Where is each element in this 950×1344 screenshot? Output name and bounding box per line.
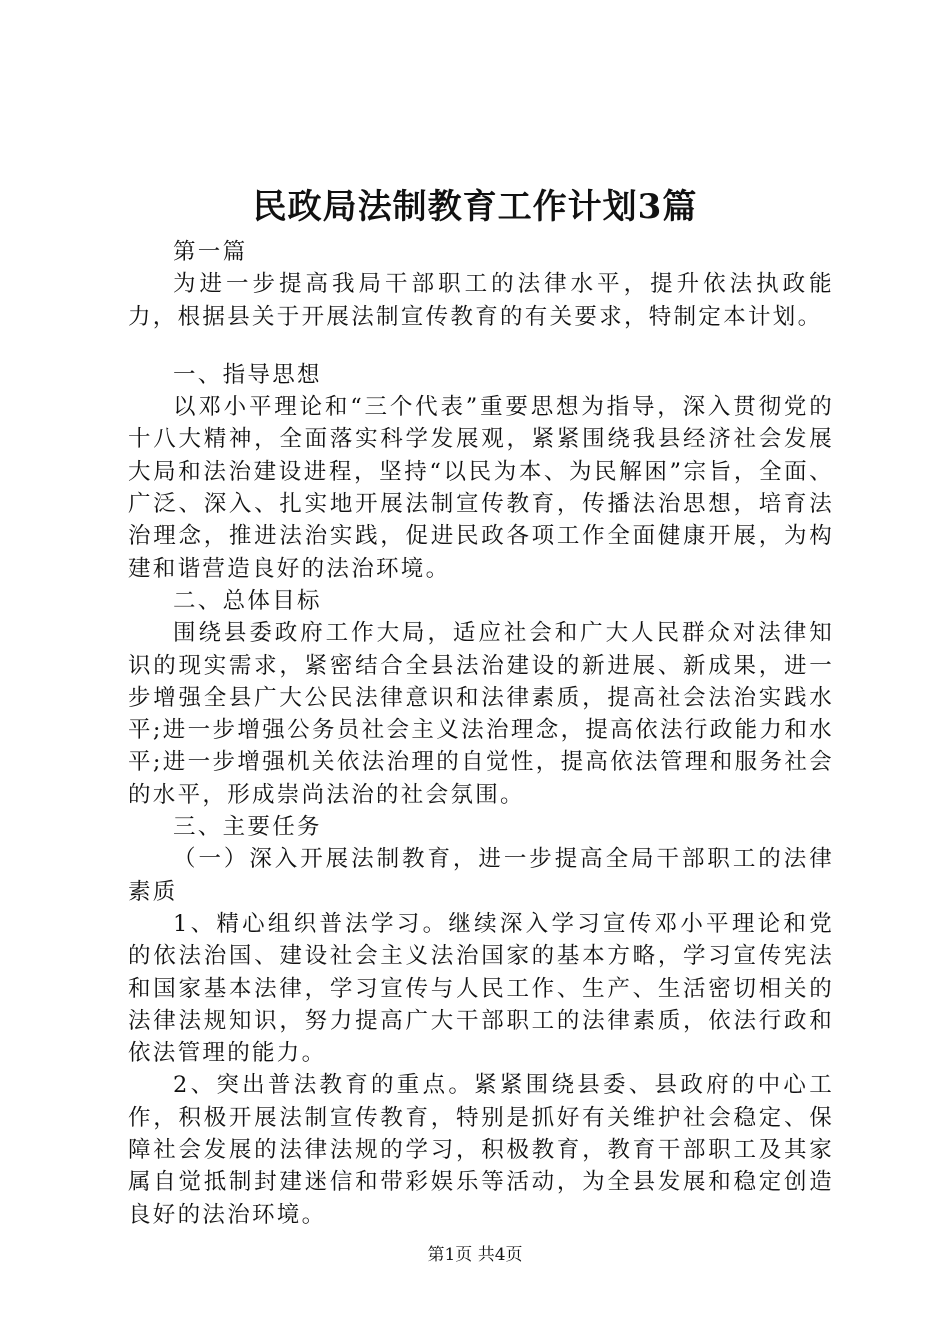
subsection-heading-legal-education: （一）深入开展法制教育，进一步提高全局干部职工的法律素质 <box>128 846 834 905</box>
page-number-footer: 第1页 共4页 <box>427 1245 523 1265</box>
section-heading-part-one: 第一篇 <box>173 239 248 265</box>
document-title: 民政局法制教育工作计划3篇 <box>252 187 698 227</box>
intro-paragraph: 为进一步提高我局干部职工的法律水平，提升依法执政能力，根据县关于开展法制宣传教育的有关要求，特制定本计划。 <box>128 271 834 330</box>
section-heading-guiding-ideology: 一、指导思想 <box>173 361 322 388</box>
section-heading-overall-goals: 二、总体目标 <box>173 587 322 614</box>
overall-goals-paragraph: 围绕县委政府工作大局，适应社会和广大人民群众对法律知识的现实需求，紧密结合全县法治建设的新进展、新成果，进一步增强全县广大公民法律意识和法律素质，提高社会法治实践水平;进一步增强公务员社会主义法治理念，提高依法行政能力和水平;进一步增强机关依法治理的自觉性，提高依法管理和服务社会的水平，形成崇尚法治的社会氛围。 <box>128 620 834 808</box>
guiding-ideology-paragraph: 以邓小平理论和“三个代表”重要思想为指导，深入贯彻党的十八大精神，全面落实科学发展观，紧紧围绕我县经济社会发展大局和法治建设进程，坚持“以民为本、为民解困”宗旨，全面、广泛、深入、扎实地开展法制宣传教育，传播法治思想，培育法治理念，推进法治实践，促进民政各项工作全面健康开展，为构建和谐营造良好的法治环境。 <box>128 394 834 582</box>
document-body <box>128 236 834 1231</box>
section-heading-main-tasks: 三、主要任务 <box>173 814 322 841</box>
task-item-1-paragraph: 1、精心组织普法学习。继续深入学习宣传邓小平理论和党的依法治国、建设社会主义法治国家的基本方略，学习宣传宪法和国家基本法律，学习宣传与人民工作、生产、生活密切相关的法律法规知识，努力提高广大干部职工的法律素质，依法行政和依法管理的能力。 <box>128 910 834 1067</box>
task-item-2-paragraph: 2、突出普法教育的重点。紧紧围绕县委、县政府的中心工作，积极开展法制宣传教育，特别是抓好有关维护社会稳定、保障社会发展的法律法规的学习，积极教育，教育干部职工及其家属自觉抵制封建迷信和带彩娱乐等活动，为全县发展和稳定创造良好的法治环境。 <box>128 1072 834 1228</box>
